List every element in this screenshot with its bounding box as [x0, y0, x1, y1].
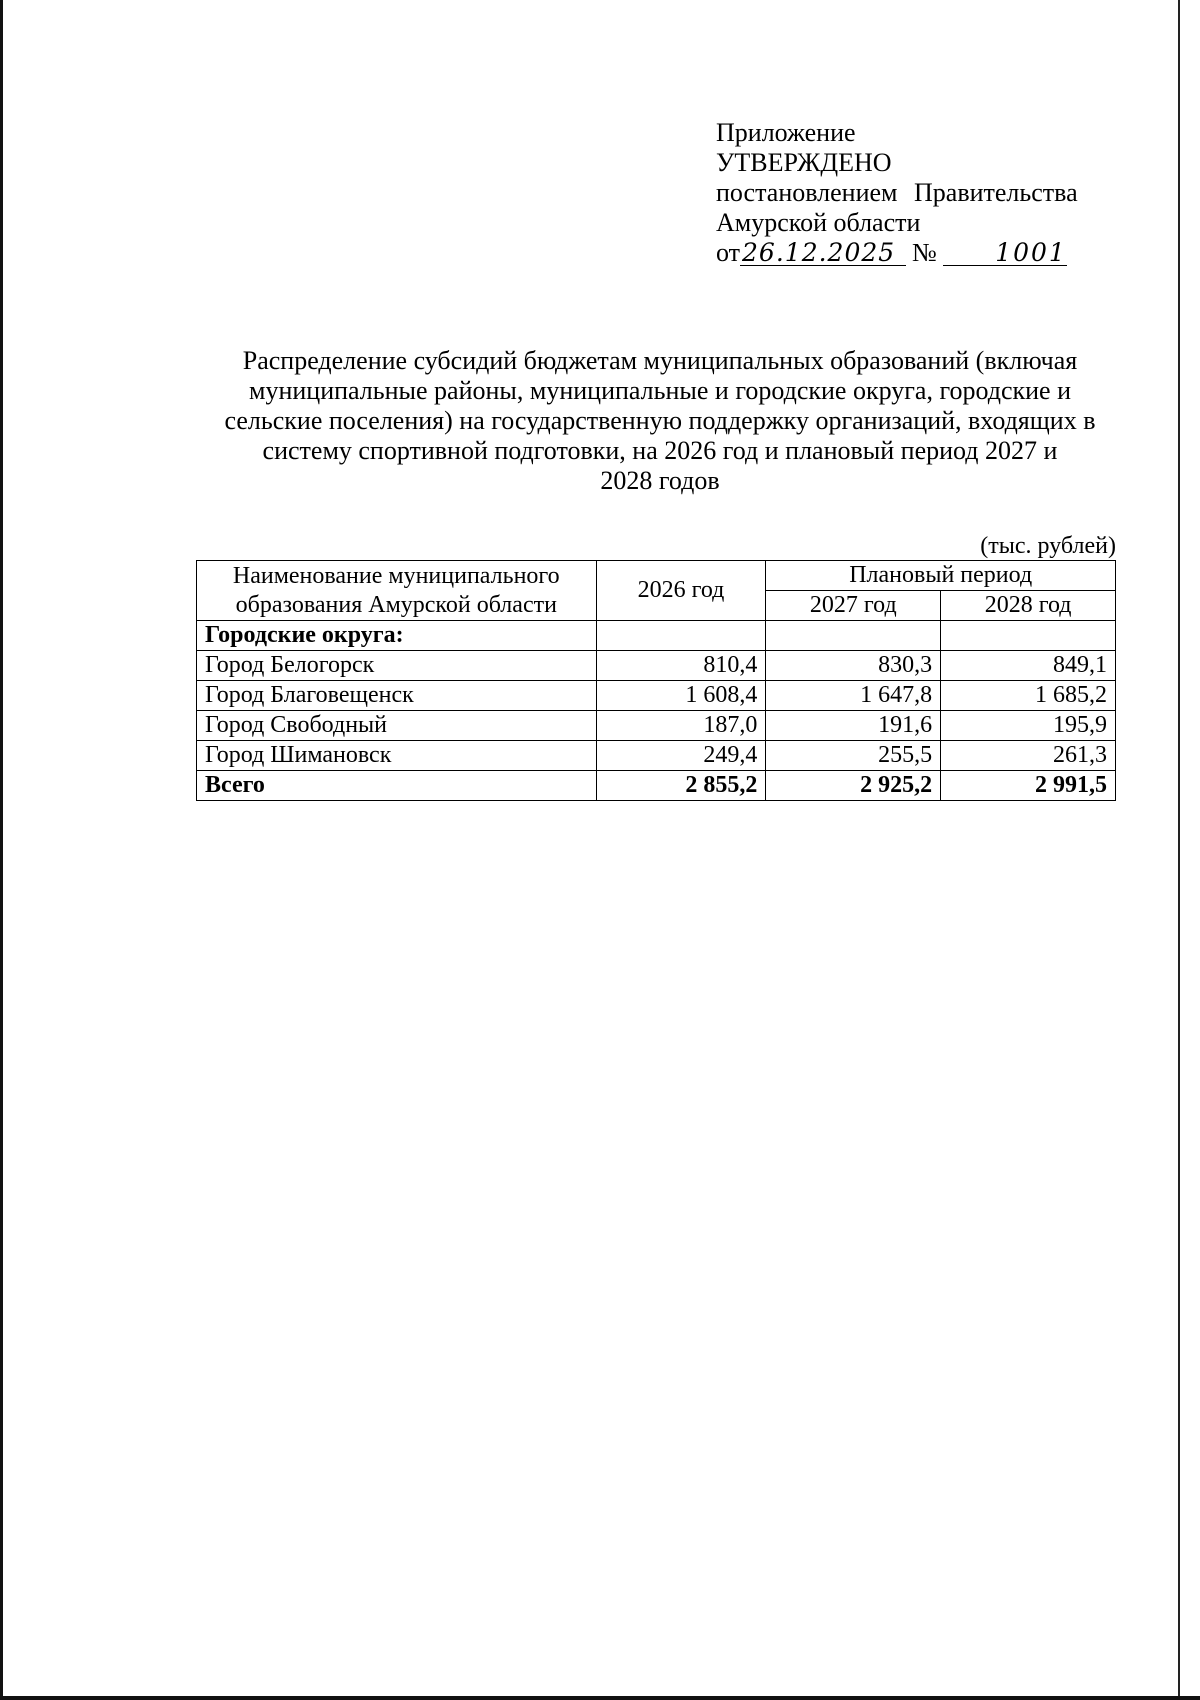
row-value-2028: 849,1: [941, 651, 1116, 681]
approval-date-number-row: [716, 238, 1078, 268]
table-row: [197, 651, 1116, 681]
row-name: Город Свободный: [197, 711, 597, 741]
units-label: (тыс. рублей): [980, 533, 1116, 559]
number-sign: №: [912, 238, 937, 267]
total-value-2026: 2 855,2: [596, 771, 766, 801]
scan-edge-left: [0, 0, 3, 1700]
table-row: [197, 681, 1116, 711]
row-value-2026: 810,4: [596, 651, 766, 681]
title-line: сельские поселения) на государственную поддержку организаций, входящих в: [224, 406, 1096, 435]
row-value-2027: 255,5: [766, 741, 941, 771]
scan-edge-bottom: [0, 1696, 1200, 1700]
header-municipality-line2: образования Амурской области: [235, 591, 557, 618]
handwritten-date: 26.12.2025: [740, 241, 906, 266]
approval-appendix-label: Приложение: [716, 118, 856, 147]
total-label: Всего: [197, 771, 597, 801]
row-name: Город Благовещенск: [197, 681, 597, 711]
handwritten-number: 1001: [943, 241, 1067, 266]
approval-resolution-label: постановлением Правительства: [716, 178, 1078, 207]
approval-from-label: от: [716, 238, 741, 267]
row-name: Город Шимановск: [197, 741, 597, 771]
row-name: Город Белогорск: [197, 651, 597, 681]
title-line: 2028 годов: [600, 466, 720, 495]
header-year-2026: 2026 год: [596, 561, 766, 621]
header-municipality-line1: Наименование муниципального: [232, 562, 560, 589]
table-cell-empty: [596, 621, 766, 651]
row-value-2027: 1 647,8: [766, 681, 941, 711]
row-value-2028: 195,9: [941, 711, 1116, 741]
row-value-2027: 830,3: [766, 651, 941, 681]
section-label: Городские округа:: [197, 621, 597, 651]
row-value-2026: 249,4: [596, 741, 766, 771]
table-row: [197, 741, 1116, 771]
section-row: [197, 621, 1116, 651]
scan-edge-right: [1178, 0, 1180, 1700]
header-municipality: [197, 561, 597, 621]
approval-region-label: Амурской области: [716, 208, 921, 237]
title-line: систему спортивной подготовки, на 2026 год и плановый период 2027 и: [262, 436, 1058, 465]
total-value-2027: 2 925,2: [766, 771, 941, 801]
title-line: Распределение субсидий бюджетам муниципальных образований (включая: [242, 346, 1078, 375]
table-cell-empty: [941, 621, 1116, 651]
table-cell-empty: [766, 621, 941, 651]
approval-approved-label: УТВЕРЖДЕНО: [716, 148, 892, 177]
title-line: муниципальные районы, муниципальные и городские округа, городские и: [249, 376, 1071, 405]
document-title: [170, 346, 1150, 496]
approval-block: [716, 118, 1078, 268]
total-row: [197, 771, 1116, 801]
row-value-2026: 1 608,4: [596, 681, 766, 711]
total-value-2028: 2 991,5: [941, 771, 1116, 801]
table-row: [197, 711, 1116, 741]
header-year-2028: 2028 год: [941, 591, 1116, 621]
header-year-2027: 2027 год: [766, 591, 941, 621]
row-value-2027: 191,6: [766, 711, 941, 741]
subsidy-table: [196, 560, 1116, 801]
table-header-row: [197, 561, 1116, 591]
row-value-2028: 261,3: [941, 741, 1116, 771]
row-value-2028: 1 685,2: [941, 681, 1116, 711]
row-value-2026: 187,0: [596, 711, 766, 741]
header-planned-period: Плановый период: [766, 561, 1116, 591]
